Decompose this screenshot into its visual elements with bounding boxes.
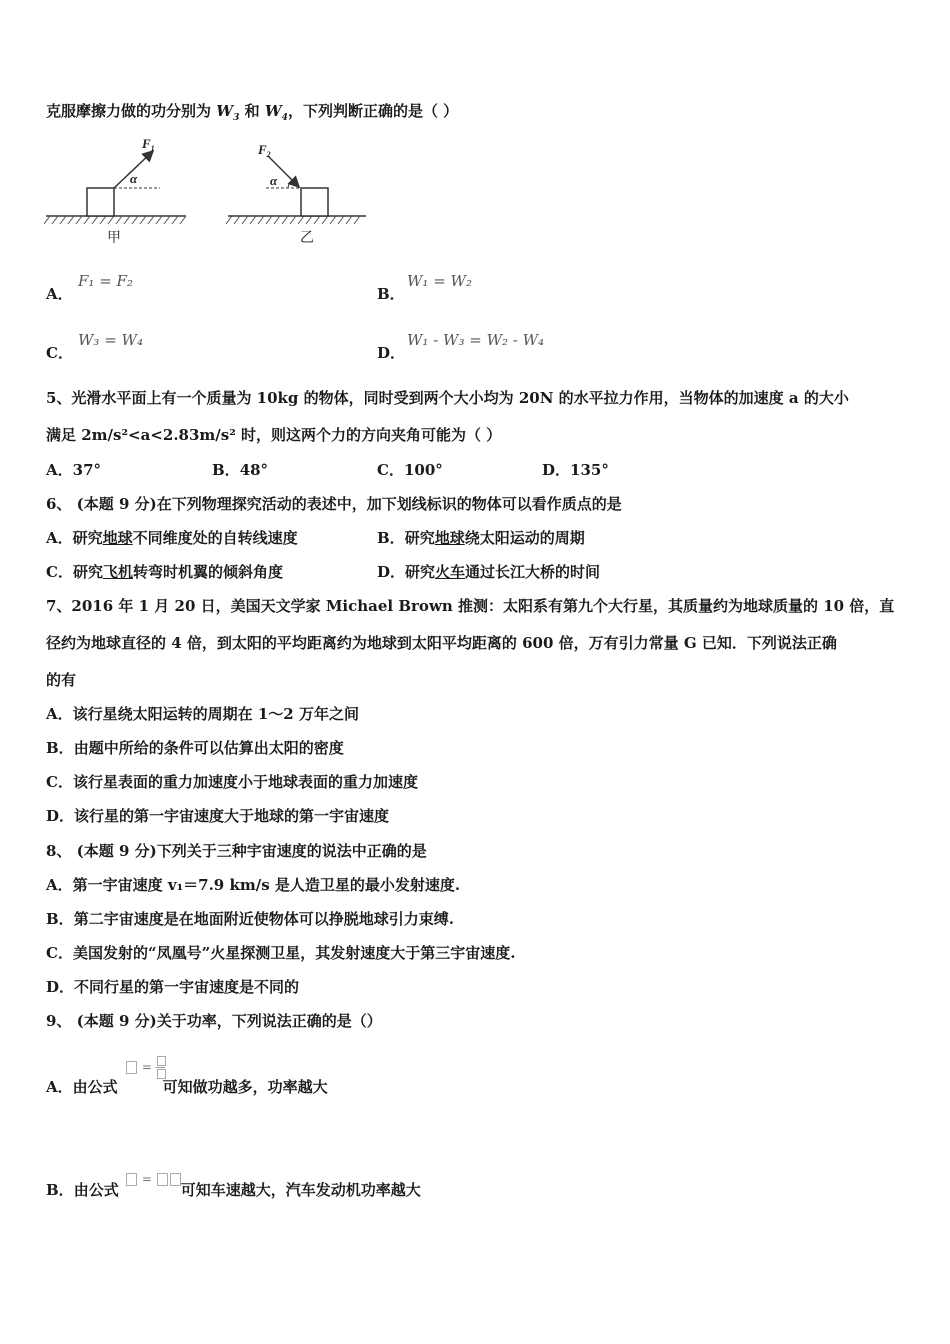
force-f2-label: $F_2$ bbox=[258, 142, 271, 159]
q7-stem-line1: 7、2016 年 1 月 20 日，美国天文学家 Michael Brown 推测：太阳系有第九个大行星，其质量约为地球质量的 10 倍，直 bbox=[46, 597, 895, 615]
q5-stem-line2: 满足 2m/s²<a<2.83m/s² 时，则这两个力的方向夹角可能为（ ） bbox=[46, 426, 502, 444]
force-f1-label: $F_1$ bbox=[142, 136, 155, 153]
q8-option-c[interactable]: C．美国发射的“凤凰号”火星探测卫星，其发射速度大于第三宇宙速度. bbox=[46, 944, 516, 962]
q4-option-b-formula: W₁ = W₂ bbox=[407, 272, 472, 290]
q7-stem-line3: 的有 bbox=[46, 671, 77, 689]
q5-option-c[interactable]: C．100° bbox=[377, 461, 443, 479]
figure-caption-jia: 甲 bbox=[107, 230, 121, 246]
q4-option-d-formula: W₁ - W₃ = W₂ - W₄ bbox=[407, 331, 545, 349]
q5-option-d[interactable]: D．135° bbox=[542, 461, 609, 479]
velocity-symbol-placeholder bbox=[170, 1173, 181, 1186]
q4-option-a-formula: F₁ = F₂ bbox=[78, 272, 133, 290]
q9-formula-b: = bbox=[125, 1172, 182, 1186]
q8-option-a[interactable]: A．第一宇宙速度 v₁＝7.9 km/s 是人造卫星的最小发射速度. bbox=[46, 876, 461, 894]
q8-stem: 8、 (本题 9 分)下列关于三种宇宙速度的说法中正确的是 bbox=[46, 842, 427, 860]
q8-option-b[interactable]: B．第二宇宙速度是在地面附近使物体可以挣脱地球引力束缚. bbox=[46, 910, 454, 928]
q6-option-a[interactable]: A．研究地球不同维度处的自转线速度 bbox=[46, 529, 298, 547]
q6-option-c[interactable]: C．研究飞机转弯时机翼的倾斜角度 bbox=[46, 563, 283, 581]
q5-option-b[interactable]: B．48° bbox=[212, 461, 269, 479]
figure-caption-yi: 乙 bbox=[300, 230, 314, 246]
q4-option-b-label[interactable]: B． bbox=[377, 285, 405, 303]
q7-option-c[interactable]: C．该行星表面的重力加速度小于地球表面的重力加速度 bbox=[46, 773, 418, 791]
q4-option-c-formula: W₃ = W₄ bbox=[78, 331, 143, 349]
power-symbol-placeholder bbox=[126, 1173, 137, 1186]
figure-jia bbox=[44, 136, 194, 248]
q7-option-d[interactable]: D．该行星的第一宇宙速度大于地球的第一宇宙速度 bbox=[46, 807, 390, 825]
q9-option-b[interactable]: B．由公式 可知车速越大，汽车发动机功率越大 bbox=[46, 1181, 421, 1199]
q4-option-c-label[interactable]: C． bbox=[46, 344, 73, 362]
q7-option-b[interactable]: B．由题中所给的条件可以估算出太阳的密度 bbox=[46, 739, 344, 757]
q5-option-a[interactable]: A．37° bbox=[46, 461, 102, 479]
q4-option-a-label[interactable]: A． bbox=[46, 285, 73, 303]
q7-option-a[interactable]: A．该行星绕太阳运转的周期在 1～2 万年之间 bbox=[46, 705, 359, 723]
q4-stem: 克服摩擦力做的功分别为 $W_3$ 和 $W_4$，下列判断正确的是（ ） bbox=[46, 102, 459, 123]
force-symbol-placeholder bbox=[157, 1173, 168, 1186]
q5-stem-line1: 5、光滑水平面上有一个质量为 10kg 的物体，同时受到两个大小均为 20N 的水平拉力作用，当物体的加速度 a 的大小 bbox=[46, 389, 849, 407]
power-symbol-placeholder bbox=[126, 1061, 137, 1074]
q6-option-b[interactable]: B．研究地球绕太阳运动的周期 bbox=[377, 529, 585, 547]
time-symbol-placeholder bbox=[157, 1069, 166, 1079]
q7-stem-line2: 径约为地球直径的 4 倍，到太阳的平均距离约为地球到太阳平均距离的 600 倍，万有引力常量 G 已知．下列说法正确 bbox=[46, 634, 837, 652]
figure-yi bbox=[226, 136, 371, 248]
q9-stem: 9、 (本题 9 分)关于功率，下列说法正确的是（） bbox=[46, 1012, 382, 1030]
work-symbol-placeholder bbox=[157, 1056, 166, 1066]
q8-option-d[interactable]: D．不同行星的第一宇宙速度是不同的 bbox=[46, 978, 300, 996]
angle-label: α bbox=[270, 173, 278, 188]
q6-stem: 6、 (本题 9 分)在下列物理探究活动的表述中，加下划线标识的物体可以看作质点的是 bbox=[46, 495, 622, 513]
q9-formula-a: = bbox=[125, 1056, 167, 1079]
angle-label: α bbox=[130, 171, 138, 186]
q6-option-d[interactable]: D．研究火车通过长江大桥的时间 bbox=[377, 563, 601, 581]
q9-option-a[interactable]: A．由公式 可知做功越多，功率越大 bbox=[46, 1078, 328, 1096]
q4-option-d-label[interactable]: D． bbox=[377, 344, 406, 362]
